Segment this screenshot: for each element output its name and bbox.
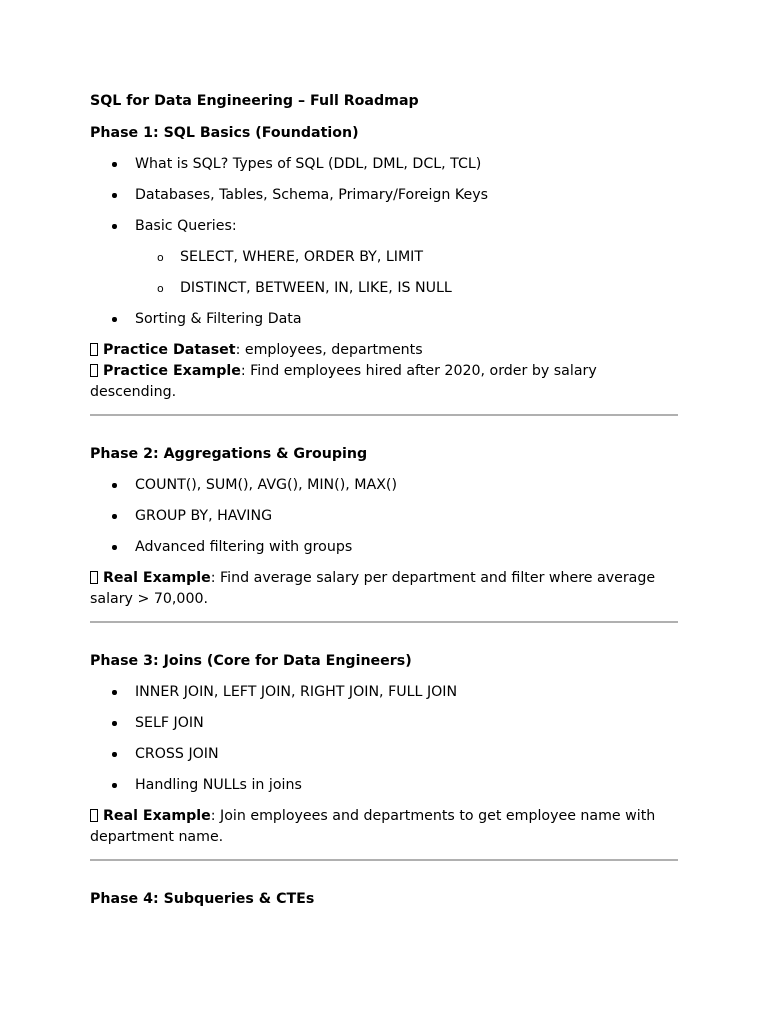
document-title: SQL for Data Engineering – Full Roadmap xyxy=(90,93,419,109)
phase-4-section xyxy=(90,889,678,909)
phase-2-topic-list xyxy=(90,475,678,557)
note-label: Real Example xyxy=(103,808,211,824)
note-text: : Find employees hired after 2020, order by salary descending. xyxy=(90,363,597,400)
section-divider xyxy=(90,414,678,416)
document-page xyxy=(90,91,678,920)
phase-1-section xyxy=(90,123,678,403)
missing-glyph-icon xyxy=(90,364,98,377)
list-item: INNER JOIN, LEFT JOIN, RIGHT JOIN, FULL JOIN xyxy=(90,682,678,702)
phase-2-heading: Phase 2: Aggregations & Grouping xyxy=(90,446,368,462)
note-label: Practice Example xyxy=(103,363,241,379)
missing-glyph-icon xyxy=(90,343,98,356)
list-item: GROUP BY, HAVING xyxy=(90,506,678,526)
note-text: : employees, departments xyxy=(235,342,423,358)
note-label: Real Example xyxy=(103,570,211,586)
list-item: Databases, Tables, Schema, Primary/Foreign Keys xyxy=(90,185,678,205)
list-item xyxy=(90,216,678,298)
list-item: What is SQL? Types of SQL (DDL, DML, DCL, TCL) xyxy=(90,154,678,174)
phase-2-section xyxy=(90,444,678,610)
list-item: CROSS JOIN xyxy=(90,744,678,764)
sublist-item: o SELECT, WHERE, ORDER BY, LIMIT xyxy=(135,247,678,267)
phase-4-heading: Phase 4: Subqueries & CTEs xyxy=(90,891,315,907)
list-item: Sorting & Filtering Data xyxy=(90,309,678,329)
note-label: Practice Dataset xyxy=(103,342,236,358)
practice-dataset-note xyxy=(90,340,678,361)
missing-glyph-icon xyxy=(90,809,98,822)
real-example-note xyxy=(90,568,678,610)
list-item: Advanced filtering with groups xyxy=(90,537,678,557)
list-item: COUNT(), SUM(), AVG(), MIN(), MAX() xyxy=(90,475,678,495)
section-divider xyxy=(90,859,678,861)
real-example-note xyxy=(90,806,678,848)
list-item: SELF JOIN xyxy=(90,713,678,733)
section-divider xyxy=(90,621,678,623)
note-text: : Find average salary per department and filter where average salary > 70,000. xyxy=(90,570,656,607)
list-item: Handling NULLs in joins xyxy=(90,775,678,795)
note-text: : Join employees and departments to get employee name with department name. xyxy=(90,808,656,845)
phase-3-topic-list xyxy=(90,682,678,795)
basic-queries-sublist xyxy=(135,247,678,298)
phase-1-topic-list xyxy=(90,154,678,329)
phase-3-section xyxy=(90,651,678,848)
missing-glyph-icon xyxy=(90,571,98,584)
sublist-item: o DISTINCT, BETWEEN, IN, LIKE, IS NULL xyxy=(135,278,678,298)
phase-1-heading: Phase 1: SQL Basics (Foundation) xyxy=(90,125,359,141)
phase-3-heading: Phase 3: Joins (Core for Data Engineers) xyxy=(90,653,412,669)
list-item-label: Basic Queries: xyxy=(135,218,237,234)
practice-example-note xyxy=(90,361,678,403)
